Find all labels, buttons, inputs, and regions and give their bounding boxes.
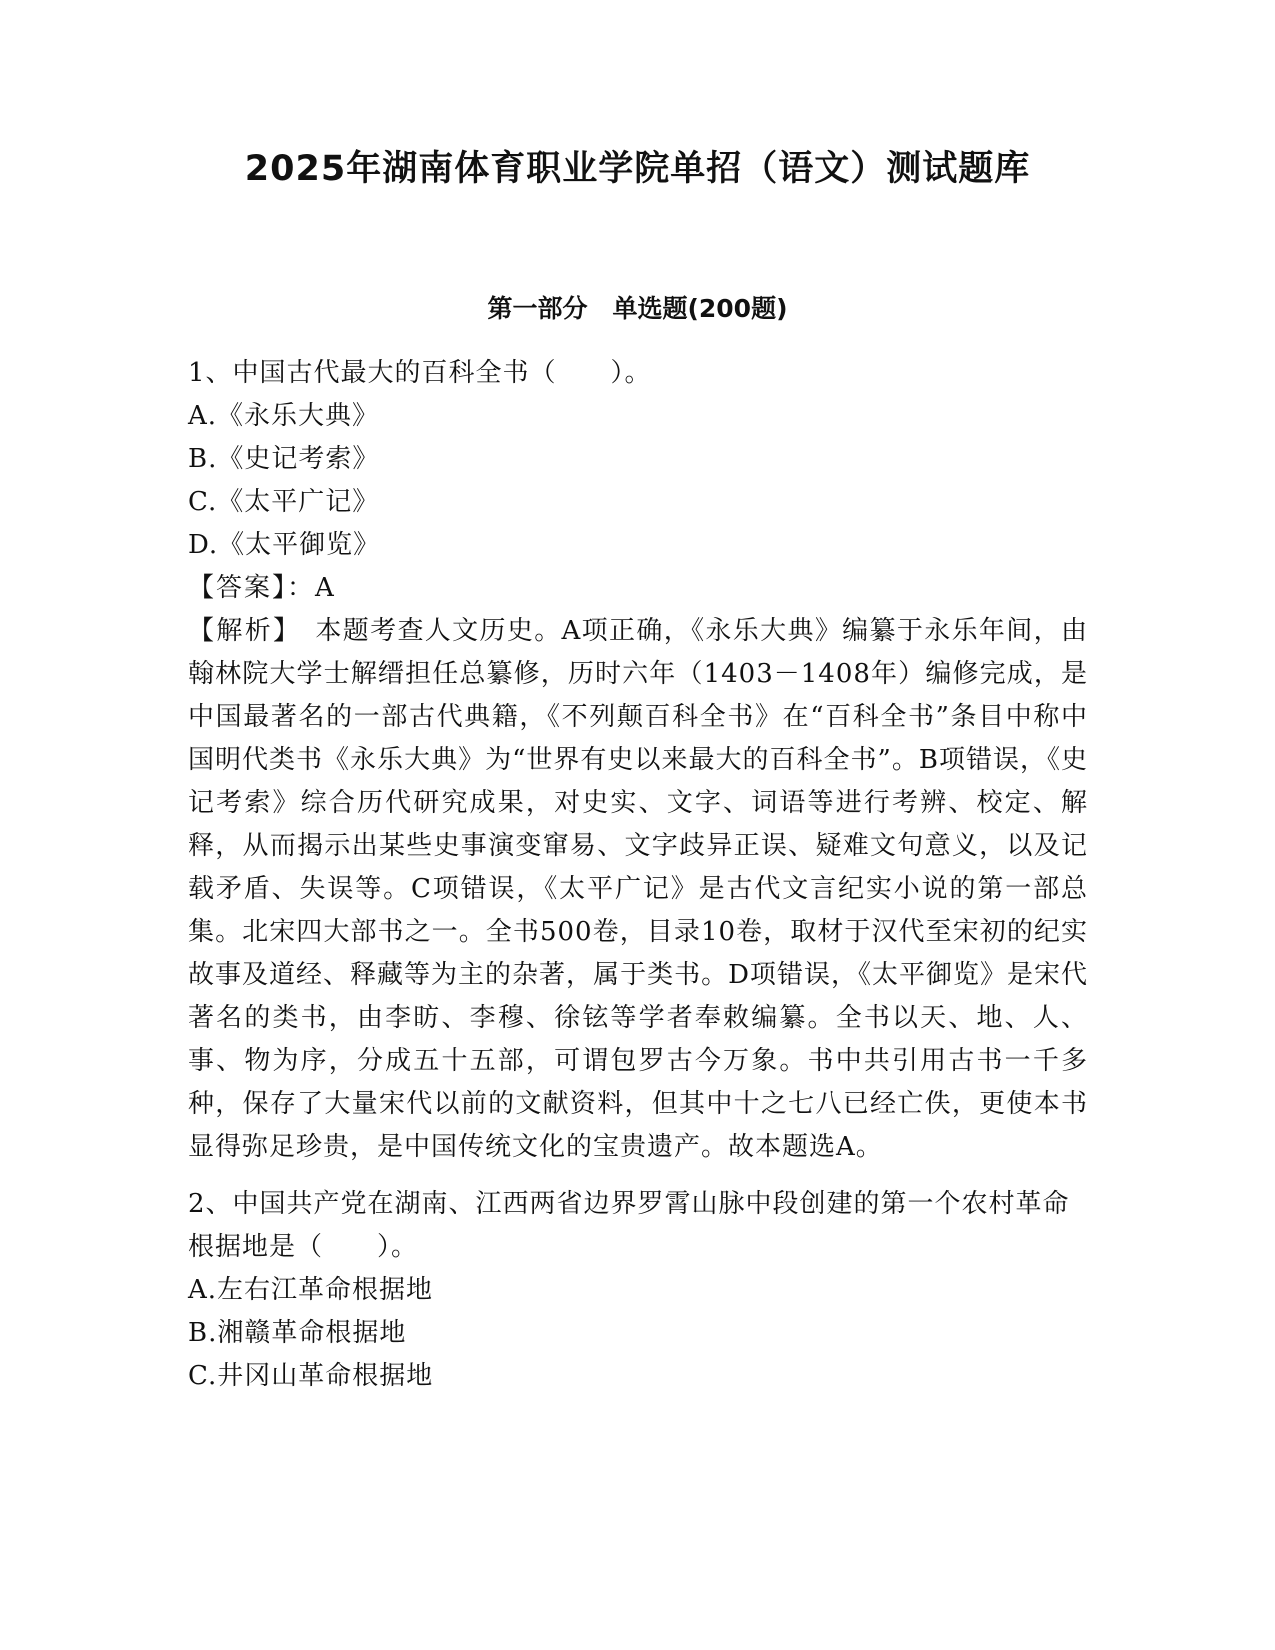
option-b: B.湘赣革命根据地 bbox=[188, 1318, 407, 1348]
section-title: 第一部分 单选题(200题) bbox=[487, 294, 788, 323]
option-a: A.左右江革命根据地 bbox=[188, 1275, 434, 1305]
answer-line bbox=[188, 567, 1088, 610]
analysis-paragraph bbox=[188, 610, 1088, 1169]
analysis-label: 【解析】 bbox=[188, 616, 302, 646]
question-1 bbox=[188, 352, 1088, 1169]
question-2 bbox=[188, 1183, 1088, 1398]
option-c: C.井冈山革命根据地 bbox=[188, 1361, 434, 1391]
question-list bbox=[188, 352, 1088, 1412]
question-stem: 1、中国古代最大的百科全书（ ）。 bbox=[188, 358, 652, 388]
option-c: C.《太平广记》 bbox=[188, 487, 380, 517]
option-b: B.《史记考索》 bbox=[188, 444, 380, 474]
option-a: A.《永乐大典》 bbox=[188, 401, 380, 431]
answer-value: A bbox=[315, 573, 335, 603]
analysis-text: 本题考查人文历史。A项正确，《永乐大典》编纂于永乐年间，由翰林院大学士解缙担任总纂修，历时六年（1403－1408年）编修完成，是中国最著名的一部古代典籍，《不列颠百科全书》在“百科全书”条目中称中国明代类书《永乐大典》为“世界有史以来最大的百科全书”。B项错误，《史记考索》综合历代研究成果，对史实、文字、词语等进行考辨、校定、解释，从而揭示出某些史事演变窜易、文字歧异正误、疑难文句意义，以及记载矛盾、失误等。C项错误，《太平广记》是古代文言纪实小说的第一部总集。北宋四大部书之一。全书500卷，目录10卷，取材于汉代至宋初的纪实故事及道经、释藏等为主的杂著，属于类书。D项错误，《太平御览》是宋代著名的类书，由李昉、李穆、徐铉等学者奉敕编纂。全书以天、地、人、事、物为序，分成五十五部，可谓包罗古今万象。书中共引用古书一千多种，保存了大量宋代以前的文献资料，但其中十之七八已经亡佚，更使本书显得弥足珍贵，是中国传统文化的宝贵遗产。故本题选A。 bbox=[188, 616, 1088, 1162]
document-title: 2025年湖南体育职业学院单招（语文）测试题库 bbox=[244, 149, 1031, 189]
question-stem: 2、中国共产党在湖南、江西两省边界罗霄山脉中段创建的第一个农村革命根据地是（ ）。 bbox=[188, 1189, 1070, 1262]
option-d: D.《太平御览》 bbox=[188, 530, 381, 560]
answer-label: 【答案】： bbox=[188, 573, 316, 603]
